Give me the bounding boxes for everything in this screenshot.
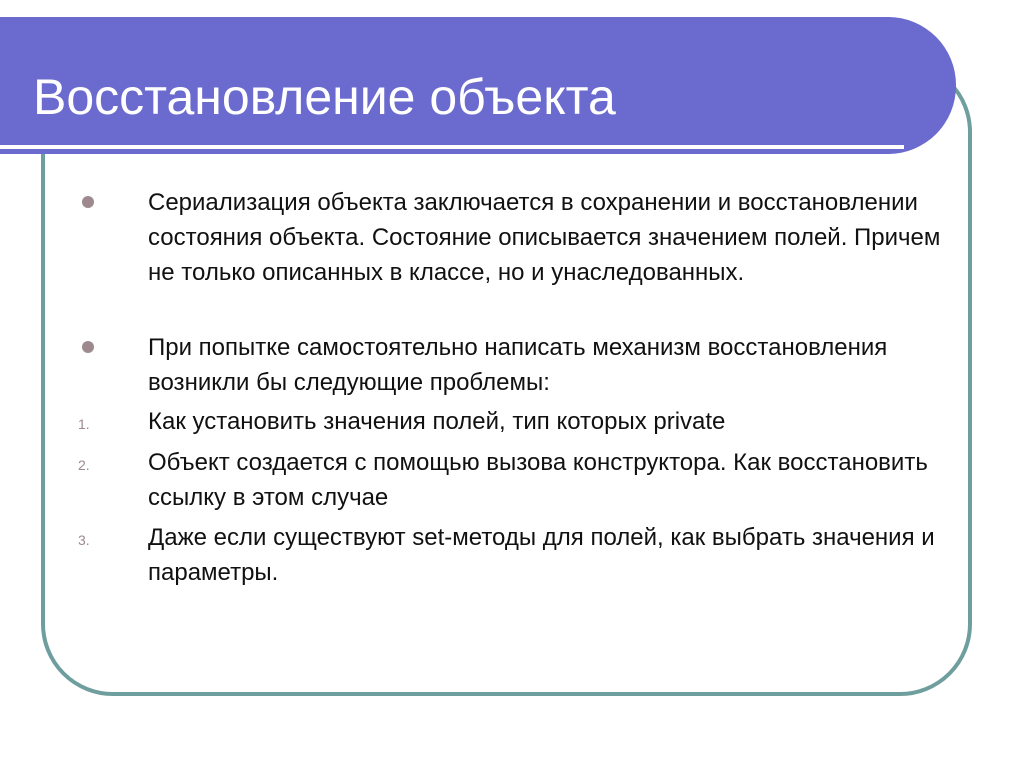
slide-title: Восстановление объекта <box>33 69 616 125</box>
list-item: Сериализация объекта заключается в сохранении и восстановлении состояния объекта. Состояние описывается значением полей. Причем не только описанных в классе, но и унаследованных. <box>148 189 941 286</box>
list-item: Даже если существуют set-методы для полей, как выбрать значения и параметры. <box>148 524 935 586</box>
list-number: 1. <box>78 416 90 432</box>
list-item: При попытке самостоятельно написать механизм восстановления возникли бы следующие проблемы: <box>148 334 888 396</box>
list-item: Объект создается с помощью вызова конструктора. Как восстановить ссылку в этом случае <box>148 449 928 511</box>
bullet-icon <box>82 341 94 353</box>
list-number: 2. <box>78 457 90 473</box>
bullet-icon <box>82 196 94 208</box>
list-item: Как установить значения полей, тип которых private <box>148 408 726 435</box>
list-number: 3. <box>78 532 90 548</box>
